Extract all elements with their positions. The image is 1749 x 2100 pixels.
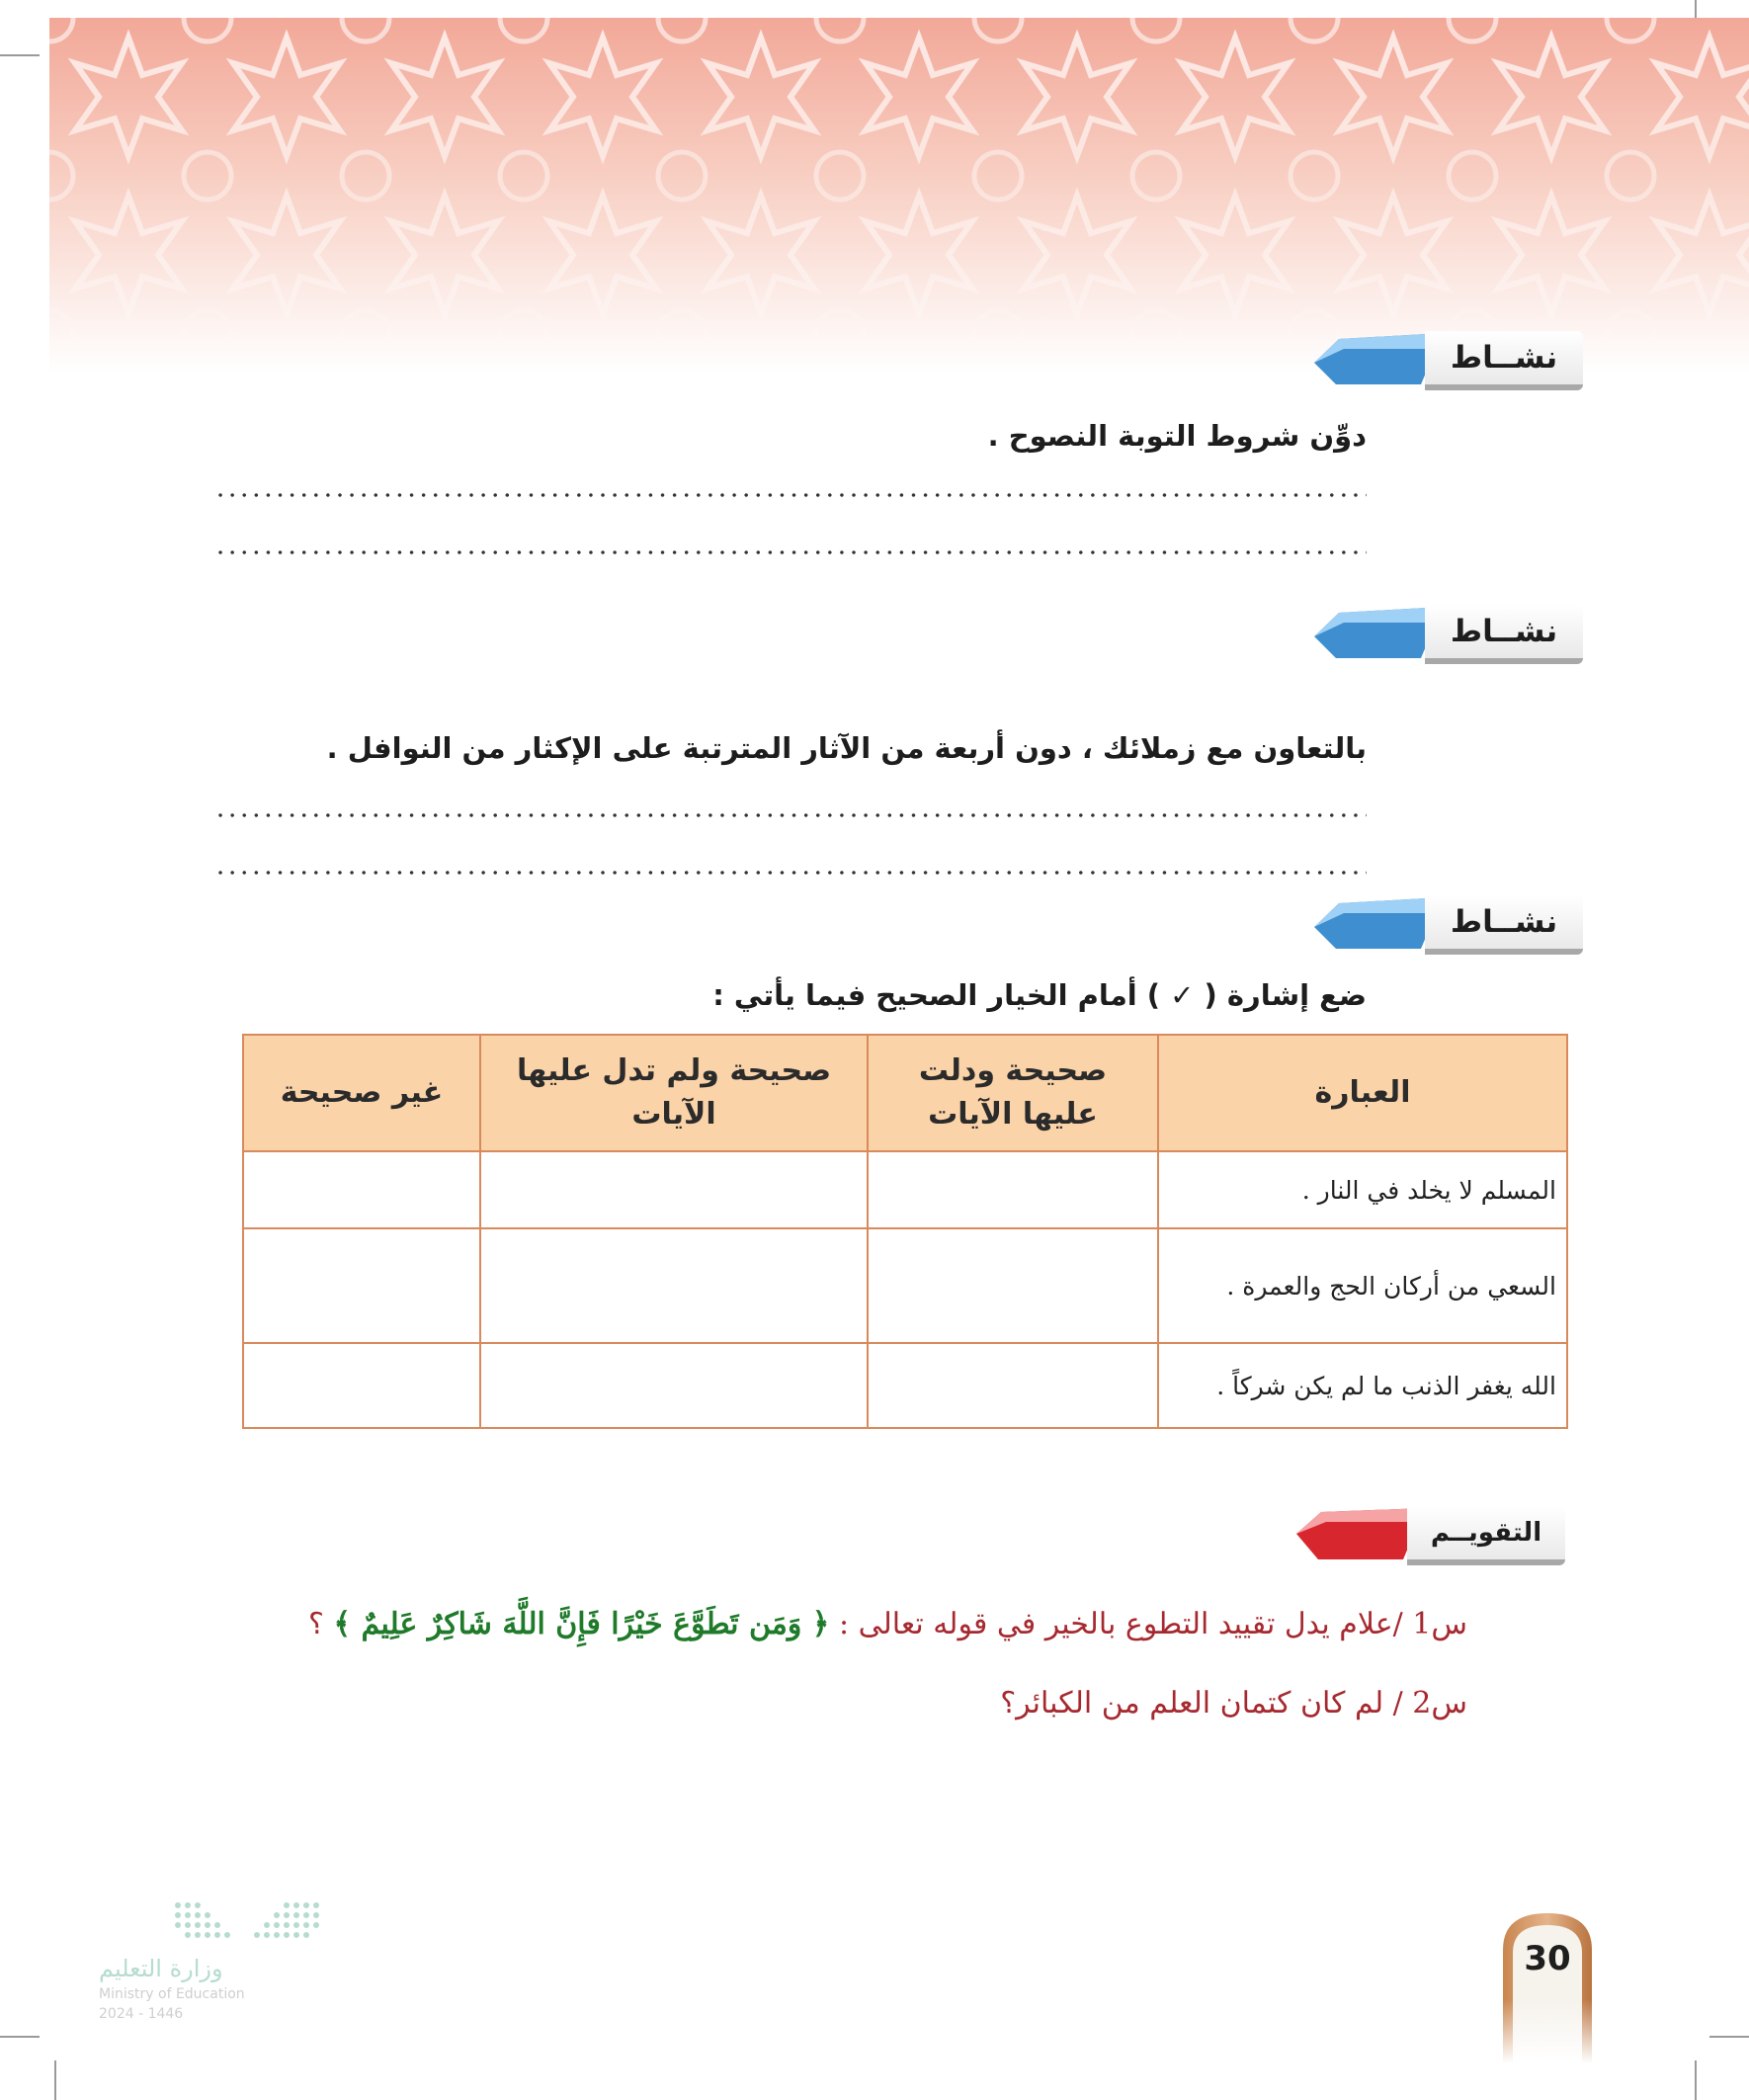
ministry-logo-dots-icon [168,1897,326,1945]
table-header-row [243,1035,1567,1151]
checkbox-cell[interactable] [868,1151,1158,1228]
ministry-name-ar: وزارة التعليم [99,1955,223,1982]
evaluation-tab-marker-icon [1296,1508,1425,1559]
crop-mark [1695,2060,1697,2100]
table-row [243,1151,1567,1228]
checkbox-cell[interactable] [243,1228,480,1343]
crop-mark [1709,2036,1749,2038]
statement-cell: الله يغفر الذنب ما لم يكن شركاً . [1158,1343,1567,1428]
checkbox-cell[interactable] [243,1343,480,1428]
activity-prompt: دوِّن شروط التوبة النصوح . [987,419,1367,453]
checkbox-cell[interactable] [480,1151,868,1228]
activity-tab-marker-icon [1314,333,1443,384]
answer-line[interactable] [214,549,1367,555]
edition-year: 2024 - 1446 [99,2006,184,2022]
crop-mark [54,2060,56,2100]
activity-prompt: ضع إشارة ( ✓ ) أمام الخيار الصحيح فيما يأتي : [712,978,1367,1012]
evaluation-tab-label: التقويــم [1407,1506,1565,1565]
checkbox-cell[interactable] [868,1228,1158,1343]
crop-mark [0,2036,40,2038]
question-1 [308,1607,1467,1641]
header-statement: العبارة [1158,1035,1567,1151]
crop-mark [0,54,40,56]
statement-cell: المسلم لا يخلد في النار . [1158,1151,1567,1228]
ministry-name-en: Ministry of Education [99,1986,245,2002]
statement-cell: السعي من أركان الحج والعمرة . [1158,1228,1567,1343]
answer-line[interactable] [214,812,1367,818]
question-2: س2 / لم كان كتمان العلم من الكبائر؟ [1000,1686,1467,1721]
header-correct-indicated: صحيحة ودلت عليها الآيات [868,1035,1158,1151]
activity-tab-marker-icon [1314,897,1443,949]
table-row [243,1228,1567,1343]
question-1-prefix: س1 /علام يدل تقييد التطوع بالخير في قوله تعالى : [838,1607,1467,1641]
ministry-logo [99,1897,326,2036]
checkbox-cell[interactable] [480,1228,868,1343]
activity-prompt: بالتعاون مع زملائك ، دون أربعة من الآثار المترتبة على الإكثار من النوافل . [326,731,1367,765]
activity-tab-marker-icon [1314,607,1443,658]
question-1-suffix: ؟ [307,1607,324,1641]
page-number: 30 [1524,1939,1571,1978]
table-row [243,1343,1567,1428]
decorative-pattern-banner [49,18,1749,374]
answer-line[interactable] [214,492,1367,498]
checkbox-cell[interactable] [868,1343,1158,1428]
header-incorrect: غير صحيحة [243,1035,480,1151]
evaluation-tab [1296,1506,1565,1567]
checkbox-cell[interactable] [243,1151,480,1228]
activity-tab [1314,895,1583,957]
activity-tab-label: نشــاط [1425,895,1583,955]
quran-verse: ﴿ وَمَن تَطَوَّعَ خَيْرًا فَإِنَّ اللَّهَ شَاكِرٌ عَلِيمٌ ﴾ [333,1607,830,1641]
activity-tab-label: نشــاط [1425,605,1583,664]
answer-line[interactable] [214,870,1367,876]
header-correct-not-indicated: صحيحة ولم تدل عليها الآيات [480,1035,868,1151]
checkbox-cell[interactable] [480,1343,868,1428]
true-false-table [242,1034,1568,1429]
activity-tab-label: نشــاط [1425,331,1583,390]
activity-tab [1314,331,1583,392]
activity-tab [1314,605,1583,666]
